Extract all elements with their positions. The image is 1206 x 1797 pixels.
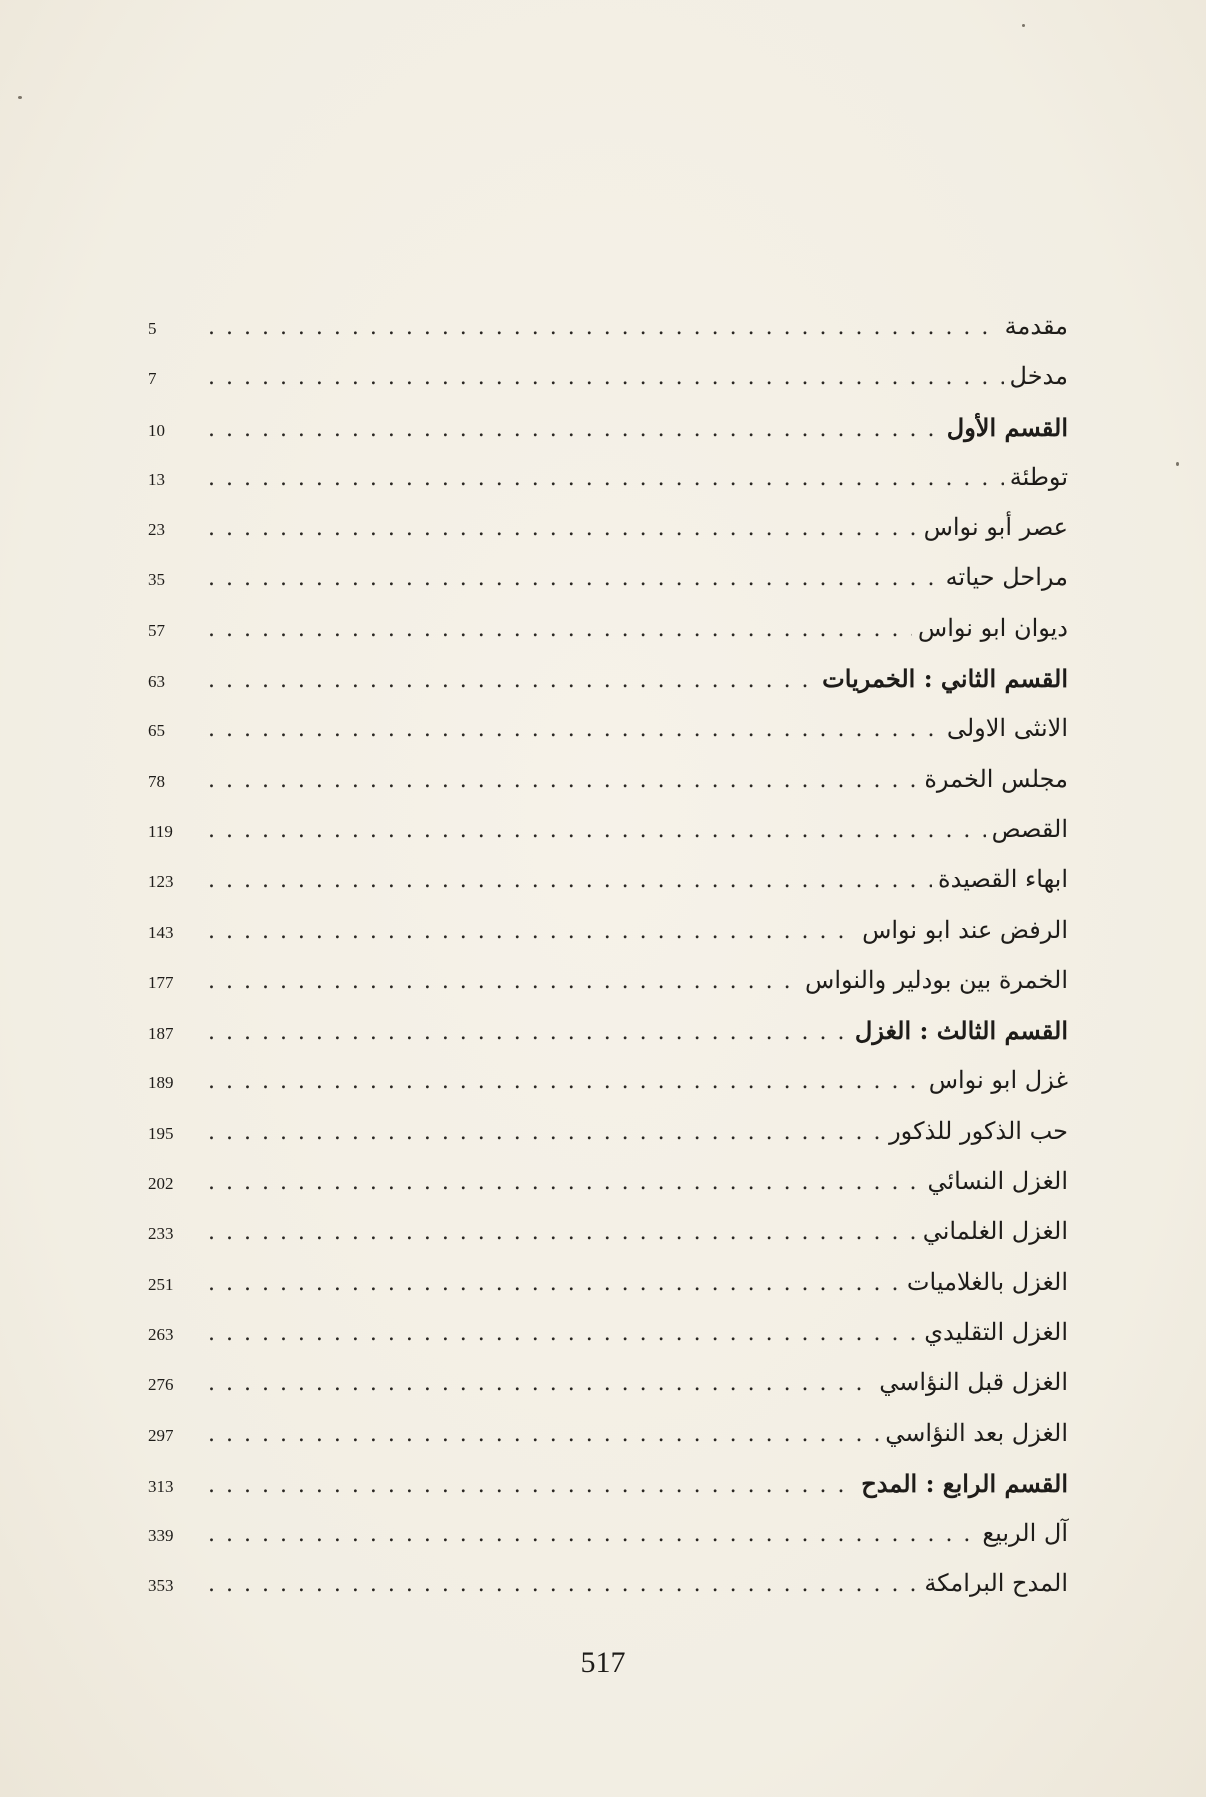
toc-entry xyxy=(148,563,1068,613)
toc-entry xyxy=(148,1117,1068,1167)
toc-entry-page: 339 xyxy=(148,1526,174,1546)
toc-entry xyxy=(148,1167,1068,1217)
dot-leader xyxy=(208,1222,917,1244)
toc-entry-page: 251 xyxy=(148,1274,174,1294)
toc-entry xyxy=(148,614,1068,664)
toc-entry xyxy=(148,1217,1068,1267)
toc-entry-title: مدخل xyxy=(1009,362,1068,391)
toc-entry-page: 313 xyxy=(148,1476,174,1496)
toc-entry-title: الخمرة بين بودلير والنواس xyxy=(805,965,1068,994)
toc-entry xyxy=(148,1268,1068,1318)
toc-entry-page: 353 xyxy=(148,1576,174,1596)
dot-leader xyxy=(208,870,932,892)
toc-entry xyxy=(148,1419,1068,1469)
toc-entry-title: الغزل قبل النؤاسي xyxy=(879,1368,1068,1397)
toc-entry xyxy=(148,815,1068,865)
dot-leader xyxy=(208,568,940,590)
toc-entry xyxy=(148,1066,1068,1116)
dot-leader xyxy=(208,419,941,441)
toc-entry xyxy=(148,513,1068,563)
page-number: 517 xyxy=(580,1646,626,1679)
dot-leader xyxy=(208,1122,883,1144)
toc-entry xyxy=(148,1519,1068,1569)
toc-entry-title: القسم الثاني : الخمريات xyxy=(822,664,1068,694)
toc-entry-page: 5 xyxy=(148,319,157,338)
toc-entry-title: القسم الأول xyxy=(946,412,1068,442)
toc-entry-title: توطئة xyxy=(1009,462,1068,491)
toc-entry-page: 78 xyxy=(148,771,165,791)
toc-entry-page: 189 xyxy=(148,1073,174,1093)
toc-entry-page: 35 xyxy=(148,570,165,590)
dot-leader xyxy=(208,367,1004,389)
dot-leader xyxy=(208,1323,918,1345)
toc-entry xyxy=(148,865,1068,915)
toc-entry-page: 10 xyxy=(148,420,165,440)
print-speck xyxy=(1176,462,1179,466)
toc-entry-title: حب الذكور للذكور xyxy=(889,1116,1068,1145)
dot-leader xyxy=(208,317,999,339)
toc-entry xyxy=(148,966,1068,1016)
toc-entry-page: 119 xyxy=(148,821,173,841)
toc-entry-title: مراحل حياته xyxy=(945,563,1068,592)
dot-leader xyxy=(208,820,986,842)
toc-entry-title: مجلس الخمرة xyxy=(924,764,1068,793)
dot-leader xyxy=(208,1424,879,1446)
toc-entry-title: مقدمة xyxy=(1004,312,1068,340)
toc-entry-page: 276 xyxy=(148,1375,174,1395)
toc-entry-page: 65 xyxy=(148,721,165,741)
toc-entry xyxy=(148,362,1068,412)
toc-entry xyxy=(148,1569,1068,1619)
print-speck xyxy=(18,96,22,99)
toc-entry-title: الغزل بعد النؤاسي xyxy=(885,1418,1068,1447)
toc-entry-title: ديوان ابو نواس xyxy=(917,613,1068,642)
toc-entry-page: 263 xyxy=(148,1324,174,1344)
dot-leader xyxy=(208,468,1004,490)
toc-entry-page: 202 xyxy=(148,1174,174,1194)
dot-leader xyxy=(208,1574,918,1596)
dot-leader xyxy=(208,921,856,943)
toc-entry-title: الغزل التقليدي xyxy=(924,1317,1068,1346)
dot-leader xyxy=(208,1475,855,1497)
toc-entry-page: 63 xyxy=(148,672,165,692)
toc-entry-title: القصص xyxy=(991,814,1068,843)
toc-entry-page: 233 xyxy=(148,1224,174,1244)
toc-entry-title: المدح البرامكة xyxy=(924,1569,1068,1598)
toc-entry-title: الغزل الغلماني xyxy=(922,1217,1068,1246)
toc-entry xyxy=(148,1016,1068,1066)
toc-entry-page: 23 xyxy=(148,520,165,540)
toc-entry xyxy=(148,413,1068,463)
toc-entry-page: 187 xyxy=(148,1024,174,1044)
toc-entry-title: الغزل النسائي xyxy=(927,1167,1068,1196)
table-of-contents xyxy=(148,312,1068,1620)
toc-entry-title: غزل ابو نواس xyxy=(928,1066,1068,1095)
toc-entry xyxy=(148,916,1068,966)
dot-leader xyxy=(208,619,912,641)
toc-entry-page: 7 xyxy=(148,369,157,389)
toc-entry-page: 177 xyxy=(148,972,174,992)
dot-leader xyxy=(208,1071,923,1093)
print-speck xyxy=(1022,24,1025,27)
dot-leader xyxy=(208,1022,849,1044)
toc-entry xyxy=(148,1469,1068,1519)
toc-entry-title: آل الربيع xyxy=(982,1519,1068,1548)
toc-entry xyxy=(148,463,1068,513)
toc-entry xyxy=(148,714,1068,764)
dot-leader xyxy=(208,1172,922,1194)
toc-entry-title: الرفض عند ابو نواس xyxy=(862,915,1068,944)
toc-entry-page: 57 xyxy=(148,620,165,640)
dot-leader xyxy=(208,1373,873,1395)
toc-entry-title: الغزل بالغلاميات xyxy=(906,1267,1068,1296)
toc-entry-title: عصر أبو نواس xyxy=(923,513,1068,542)
toc-entry-title: الانثى الاولى xyxy=(946,714,1068,743)
toc-entry-title: القسم الثالث : الغزل xyxy=(854,1016,1068,1046)
toc-entry-title: ابهاء القصيدة xyxy=(938,865,1068,894)
toc-entry-page: 195 xyxy=(148,1123,174,1143)
toc-entry-page: 143 xyxy=(148,922,174,942)
dot-leader xyxy=(208,518,918,540)
dot-leader xyxy=(208,971,799,993)
toc-entry-page: 13 xyxy=(148,469,165,489)
dot-leader xyxy=(208,770,918,792)
toc-entry xyxy=(148,1318,1068,1368)
dot-leader xyxy=(208,1273,901,1295)
toc-entry xyxy=(148,1368,1068,1418)
toc-entry-page: 297 xyxy=(148,1425,174,1445)
dot-leader xyxy=(208,670,816,692)
toc-entry xyxy=(148,765,1068,815)
toc-entry-title: القسم الرابع : المدح xyxy=(861,1468,1068,1498)
dot-leader xyxy=(208,719,941,741)
toc-entry xyxy=(148,664,1068,714)
toc-entry xyxy=(148,312,1068,362)
dot-leader xyxy=(208,1524,976,1546)
toc-entry-page: 123 xyxy=(148,872,174,892)
